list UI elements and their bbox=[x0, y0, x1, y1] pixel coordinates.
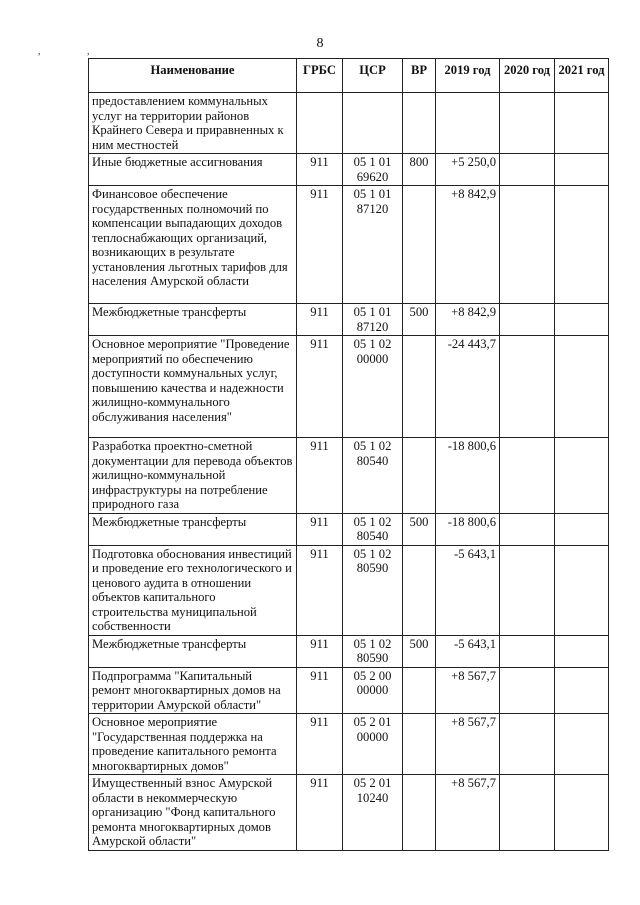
cell-csr: 05 1 01 87120 bbox=[343, 304, 403, 336]
cell-grbs: 911 bbox=[297, 667, 343, 714]
table-row bbox=[89, 186, 609, 304]
cell-name: Имущественный взнос Амурской области в некоммерческую организацию "Фонд капитального ремонта многоквартирных домов Амурской области" bbox=[89, 775, 297, 851]
cell-2020 bbox=[500, 438, 555, 514]
cell-2021 bbox=[555, 545, 609, 635]
cell-2021 bbox=[555, 635, 609, 667]
cell-2020 bbox=[500, 304, 555, 336]
cell-grbs: 911 bbox=[297, 714, 343, 775]
cell-csr: 05 1 01 69620 bbox=[343, 154, 403, 186]
cell-vr bbox=[403, 775, 436, 851]
table-row bbox=[89, 667, 609, 714]
header-vr: ВР bbox=[403, 59, 436, 93]
cell-vr bbox=[403, 93, 436, 154]
table-header-row bbox=[89, 59, 609, 93]
cell-2019: +8 567,7 bbox=[436, 667, 500, 714]
cell-2019 bbox=[436, 93, 500, 154]
cell-name: Межбюджетные трансферты bbox=[89, 304, 297, 336]
cell-grbs: 911 bbox=[297, 336, 343, 438]
cell-grbs: 911 bbox=[297, 545, 343, 635]
cell-2020 bbox=[500, 186, 555, 304]
header-grbs: ГРБС bbox=[297, 59, 343, 93]
table-row bbox=[89, 714, 609, 775]
cell-csr: 05 1 02 00000 bbox=[343, 336, 403, 438]
cell-2019: -18 800,6 bbox=[436, 438, 500, 514]
cell-csr bbox=[343, 93, 403, 154]
table-row bbox=[89, 513, 609, 545]
cell-name: Подпрограмма "Капитальный ремонт многоквартирных домов на территории Амурской области" bbox=[89, 667, 297, 714]
table-row bbox=[89, 304, 609, 336]
cell-2019: -5 643,1 bbox=[436, 635, 500, 667]
scan-specks: , , bbox=[38, 46, 112, 57]
cell-name: Финансовое обеспечение государственных полномочий по компенсации выпадающих доходов теплоснабжающих организаций, возникающих в результате установления льготных тарифов для населения Амурской области bbox=[89, 186, 297, 304]
cell-2021 bbox=[555, 438, 609, 514]
cell-csr: 05 2 00 00000 bbox=[343, 667, 403, 714]
cell-vr bbox=[403, 438, 436, 514]
cell-grbs: 911 bbox=[297, 775, 343, 851]
cell-2019: -5 643,1 bbox=[436, 545, 500, 635]
cell-2019: +8 842,9 bbox=[436, 186, 500, 304]
cell-2020 bbox=[500, 775, 555, 851]
cell-2021 bbox=[555, 775, 609, 851]
cell-csr: 05 1 02 80590 bbox=[343, 545, 403, 635]
cell-vr bbox=[403, 714, 436, 775]
page-number: 8 bbox=[316, 36, 324, 51]
cell-name: Разработка проектно-сметной документации для перевода объектов жилищно-коммунальной инфраструктуры на потребление природного газа bbox=[89, 438, 297, 514]
cell-csr: 05 1 02 80590 bbox=[343, 635, 403, 667]
cell-2021 bbox=[555, 667, 609, 714]
budget-table bbox=[88, 58, 609, 851]
cell-2021 bbox=[555, 304, 609, 336]
cell-csr: 05 1 01 87120 bbox=[343, 186, 403, 304]
cell-2021 bbox=[555, 513, 609, 545]
cell-vr: 500 bbox=[403, 304, 436, 336]
cell-2021 bbox=[555, 186, 609, 304]
cell-2019: -24 443,7 bbox=[436, 336, 500, 438]
cell-name: Межбюджетные трансферты bbox=[89, 635, 297, 667]
header-2019: 2019 год bbox=[436, 59, 500, 93]
cell-csr: 05 1 02 80540 bbox=[343, 513, 403, 545]
cell-csr: 05 1 02 80540 bbox=[343, 438, 403, 514]
cell-name: предоставлением коммунальных услуг на территории районов Крайнего Севера и приравненных к ним местностей bbox=[89, 93, 297, 154]
table-row bbox=[89, 438, 609, 514]
cell-grbs: 911 bbox=[297, 635, 343, 667]
cell-csr: 05 2 01 10240 bbox=[343, 775, 403, 851]
cell-2020 bbox=[500, 545, 555, 635]
cell-2020 bbox=[500, 154, 555, 186]
cell-2020 bbox=[500, 667, 555, 714]
cell-vr bbox=[403, 545, 436, 635]
cell-vr bbox=[403, 336, 436, 438]
cell-2021 bbox=[555, 154, 609, 186]
cell-name: Межбюджетные трансферты bbox=[89, 513, 297, 545]
cell-2019: -18 800,6 bbox=[436, 513, 500, 545]
cell-name: Основное мероприятие "Государственная поддержка на проведение капитального ремонта многоквартирных домов" bbox=[89, 714, 297, 775]
cell-grbs bbox=[297, 93, 343, 154]
cell-vr: 800 bbox=[403, 154, 436, 186]
table-row bbox=[89, 545, 609, 635]
header-2021: 2021 год bbox=[555, 59, 609, 93]
cell-grbs: 911 bbox=[297, 438, 343, 514]
cell-name: Подготовка обоснования инвестиций и проведение его технологического и ценового аудита в отношении объектов капитального строительства муниципальной собственности bbox=[89, 545, 297, 635]
cell-name: Основное мероприятие "Проведение мероприятий по обеспечению доступности коммунальных услуг, повышению качества и надежности жилищно-коммунального обслуживания населения" bbox=[89, 336, 297, 438]
table-row bbox=[89, 336, 609, 438]
table-row bbox=[89, 775, 609, 851]
cell-2020 bbox=[500, 513, 555, 545]
table-row bbox=[89, 93, 609, 154]
cell-vr bbox=[403, 667, 436, 714]
cell-csr: 05 2 01 00000 bbox=[343, 714, 403, 775]
cell-vr bbox=[403, 186, 436, 304]
cell-2021 bbox=[555, 336, 609, 438]
cell-name: Иные бюджетные ассигнования bbox=[89, 154, 297, 186]
cell-2019: +8 567,7 bbox=[436, 714, 500, 775]
cell-grbs: 911 bbox=[297, 513, 343, 545]
cell-grbs: 911 bbox=[297, 304, 343, 336]
table-body bbox=[89, 93, 609, 851]
cell-grbs: 911 bbox=[297, 186, 343, 304]
header-name: Наименование bbox=[89, 59, 297, 93]
cell-2019: +8 842,9 bbox=[436, 304, 500, 336]
cell-2021 bbox=[555, 714, 609, 775]
table-row bbox=[89, 635, 609, 667]
cell-2020 bbox=[500, 635, 555, 667]
cell-2019: +5 250,0 bbox=[436, 154, 500, 186]
header-csr: ЦСР bbox=[343, 59, 403, 93]
cell-2021 bbox=[555, 93, 609, 154]
cell-vr: 500 bbox=[403, 635, 436, 667]
cell-grbs: 911 bbox=[297, 154, 343, 186]
cell-2019: +8 567,7 bbox=[436, 775, 500, 851]
header-2020: 2020 год bbox=[500, 59, 555, 93]
cell-2020 bbox=[500, 336, 555, 438]
cell-2020 bbox=[500, 714, 555, 775]
cell-2020 bbox=[500, 93, 555, 154]
cell-vr: 500 bbox=[403, 513, 436, 545]
table-row bbox=[89, 154, 609, 186]
